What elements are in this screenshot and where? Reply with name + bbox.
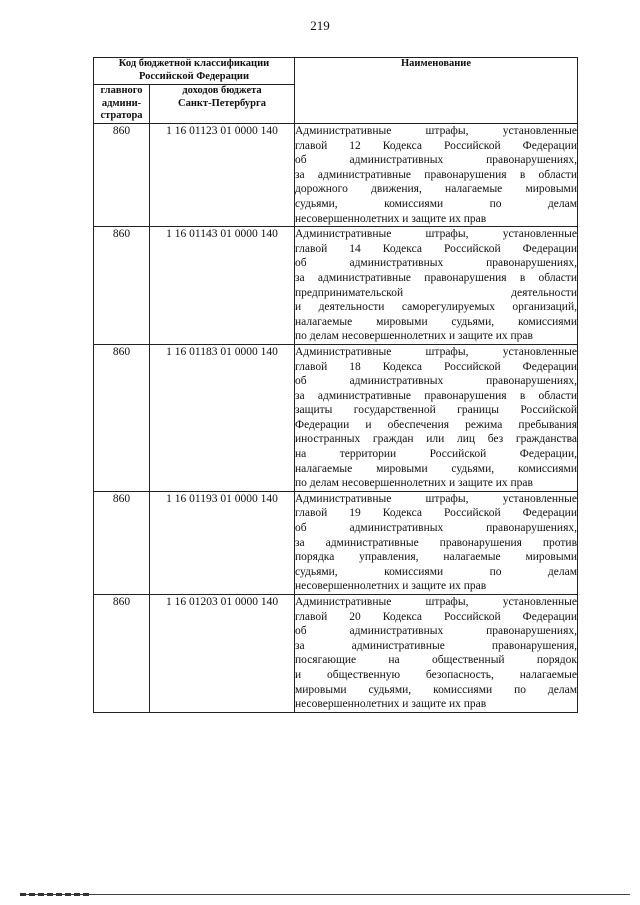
header-code-line: Санкт-Петербурга [177, 97, 267, 109]
name-line: об административных правонарушениях, [295, 522, 577, 535]
header-code-line: доходов бюджета [182, 85, 262, 96]
name-line: дорожного движения, налагаемые мировыми [295, 183, 577, 196]
revenue-code-cell: 1 16 01193 01 0000 140 [150, 491, 295, 594]
revenue-code-cell: 1 16 01203 01 0000 140 [150, 595, 295, 713]
name-line: налагаемые мировыми судьями, комиссиями [295, 462, 577, 475]
name-line: за административные правонарушения в области [295, 271, 577, 284]
name-line: об административных правонарушениях, [295, 257, 577, 270]
admin-code-cell: 860 [94, 124, 150, 227]
header-admin-line: главного [100, 85, 143, 96]
name-line: Федерации и обеспечения режима пребывания [295, 418, 577, 431]
name-line: об административных правонарушениях, [295, 375, 577, 388]
name-cell [295, 124, 578, 227]
name-line: порядка управления, налагаемые мировыми [295, 551, 577, 564]
name-line: Административные штрафы, установленные [295, 228, 577, 241]
name-line: за административные правонарушения в области [295, 168, 577, 181]
budget-classification-table [93, 57, 578, 713]
header-name-text: Наименование [401, 58, 471, 69]
table-row [94, 491, 578, 594]
name-line: за административные правонарушения в области [295, 389, 577, 402]
table-row [94, 227, 578, 345]
name-line: налагаемые мировыми судьями, комиссиями [295, 315, 577, 328]
name-line: главой 19 Кодекса Российской Федерации [295, 507, 577, 520]
name-line: Административные штрафы, установленные [295, 125, 577, 137]
name-line: главой 12 Кодекса Российской Федерации [295, 139, 577, 152]
admin-code-cell: 860 [94, 595, 150, 713]
name-line: за административные правонарушения, [295, 639, 577, 652]
header-main-administrator [94, 85, 150, 124]
name-line: судьями, комиссиями по делам [295, 565, 577, 578]
name-line: посягающие на общественный порядок [295, 654, 577, 667]
revenue-code-cell: 1 16 01143 01 0000 140 [150, 227, 295, 345]
name-line: Административные штрафы, установленные [295, 492, 577, 505]
name-line: и деятельности саморегулируемых организаций, [295, 301, 577, 314]
revenue-code-cell: 1 16 01183 01 0000 140 [150, 344, 295, 491]
name-line: об административных правонарушениях, [295, 625, 577, 638]
header-name [295, 58, 578, 124]
header-classification-code-text: Код бюджетной классификации Российской Федерации [118, 58, 270, 82]
name-line: главой 20 Кодекса Российской Федерации [295, 610, 577, 623]
name-line: главой 18 Кодекса Российской Федерации [295, 360, 577, 373]
name-line: за административные правонарушения против [295, 536, 577, 549]
name-line: главой 14 Кодекса Российской Федерации [295, 242, 577, 255]
admin-code-cell: 860 [94, 491, 150, 594]
header-classification-code [94, 58, 295, 85]
name-line: по делам несовершеннолетних и защите их прав [295, 477, 533, 490]
name-line: и общественную безопасность, налагаемые [295, 668, 577, 681]
name-cell [295, 595, 578, 713]
name-line: Административные штрафы, установленные [295, 345, 577, 358]
table-row [94, 124, 578, 227]
name-line: Административные штрафы, установленные [295, 596, 577, 608]
name-line: на территории Российской Федерации, [295, 448, 577, 461]
name-line: несовершеннолетних и защите их прав [295, 212, 487, 225]
name-line: несовершеннолетних и защите их прав [295, 580, 487, 593]
name-line: по делам несовершеннолетних и защите их прав [295, 330, 533, 343]
name-line: мировыми судьями, комиссиями по делам [295, 683, 577, 696]
header-admin-line: админи- [101, 97, 142, 109]
footer-scan-artifact [20, 893, 90, 896]
name-line: иностранных граждан или лиц без гражданства [295, 433, 577, 446]
page-number: 219 [310, 18, 330, 33]
name-cell [295, 227, 578, 345]
name-line: судьями, комиссиями по делам [295, 197, 577, 210]
name-cell [295, 344, 578, 491]
table-row [94, 344, 578, 491]
header-budget-revenue-code [150, 85, 295, 124]
header-admin-line: стратора [100, 110, 143, 121]
name-cell [295, 491, 578, 594]
name-line: несовершеннолетних и защите их прав [295, 698, 487, 711]
admin-code-cell: 860 [94, 227, 150, 345]
footer-rule [20, 894, 630, 897]
name-line: защиты государственной границы Российской [295, 404, 577, 417]
admin-code-cell: 860 [94, 344, 150, 491]
name-line: об административных правонарушениях, [295, 154, 577, 167]
revenue-code-cell: 1 16 01123 01 0000 140 [150, 124, 295, 227]
table-row [94, 595, 578, 713]
name-line: предпринимательской деятельности [295, 286, 577, 299]
